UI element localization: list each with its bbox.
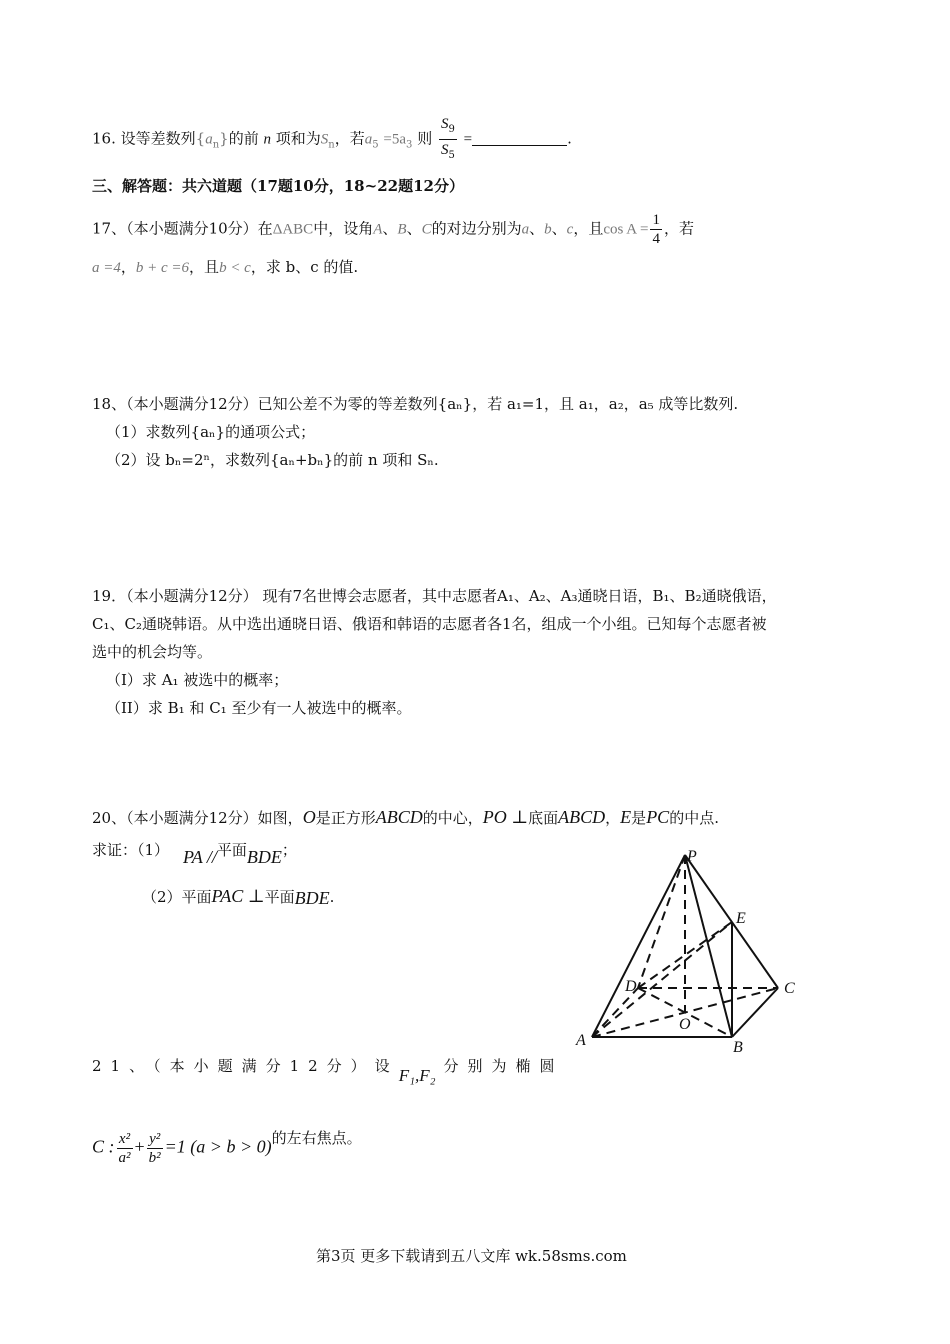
edge-AD [592, 988, 638, 1037]
label-P: P [687, 848, 697, 865]
page-footer: 第3页 更多下载请到五八文库 wk.58sms.com [316, 1247, 627, 1265]
label-D: D [625, 978, 637, 995]
q20-line-3: （2）平面PAC ⊥平面BDE. [142, 886, 335, 908]
q21-line-2: C : $\frac{\text{x²}}{\text{a²}}$ + $\frac{\text{y²}}{\text{b²}}$ =1 (a > b > 0)的左右焦点。 [92, 1128, 362, 1166]
q21-line-1: 21、（本小题满分12分）设F₁,F₂ 分别为椭圆 [92, 1057, 564, 1085]
edge-PB [685, 855, 732, 1037]
q17-line-2: a =4，b + c =6，且b < c，求 b、c 的值. [92, 258, 359, 276]
label-A: A [576, 1032, 586, 1049]
q16-number: 16. [92, 129, 116, 148]
edge-PD [638, 855, 685, 988]
edge-BC [732, 988, 778, 1037]
edge-PA [592, 855, 685, 1037]
q17-line-1: 17、（本小题满分10分）在ΔABC中，设角A、B、C的对边分别为a、b、c，且cos A = $\frac{1}{4}$ ，若 [92, 212, 694, 247]
label-C: C [784, 980, 795, 997]
edge-AE [592, 922, 732, 1037]
q18-line-3: （2）设 bₙ=2ⁿ，求数列{aₙ+bₙ}的前 n 项和 Sₙ. [106, 451, 439, 469]
q18-line-1: 18、（本小题满分12分）已知公差不为零的等差数列{aₙ}，若 a₁=1，且 a₁，a₂，a₅ 成等比数列. [92, 395, 739, 413]
pyramid-figure [570, 845, 810, 1060]
answer-blank [472, 133, 567, 146]
q20-line-2: 求证：（1） PA //平面BDE； [92, 841, 297, 867]
q16-line: 16. 设等差数列$\{a_n\}$的前 n 项和为$S_n$，若$a_5 =5a_3$ 则 $\frac{S_9}{S_5}$ = . [92, 114, 572, 165]
q16-fraction: $\frac{S_9}{S_5}$ [441, 116, 455, 161]
q19-line-2: C₁、C₂通晓韩语。从中选出通晓日语、俄语和韩语的志愿者各1名，组成一个小组。已知每个志愿者被 [92, 615, 767, 633]
q20-line-1: 20、（本小题满分12分）如图，O是正方形ABCD的中心，PO ⊥底面ABCD，E是PC的中点. [92, 807, 719, 827]
q19-line-3: 选中的机会均等。 [92, 643, 213, 661]
label-O: O [679, 1016, 691, 1033]
label-B: B [733, 1039, 743, 1056]
q19-line-4: （I）求 A₁ 被选中的概率； [106, 671, 289, 689]
q18-line-2: （1）求数列{aₙ}的通项公式； [106, 423, 316, 441]
label-E: E [736, 910, 746, 927]
q19-line-1: 19．（本小题满分12分） 现有7名世博会志愿者，其中志愿者A₁、A₂、A₃通晓日语，B₁、B₂通晓俄语， [92, 587, 777, 605]
section-title: 三、解答题：共六道题（17题10分，18~22题12分） [92, 177, 464, 195]
q19-line-5: （II）求 B₁ 和 C₁ 至少有一人被选中的概率。 [106, 699, 412, 717]
